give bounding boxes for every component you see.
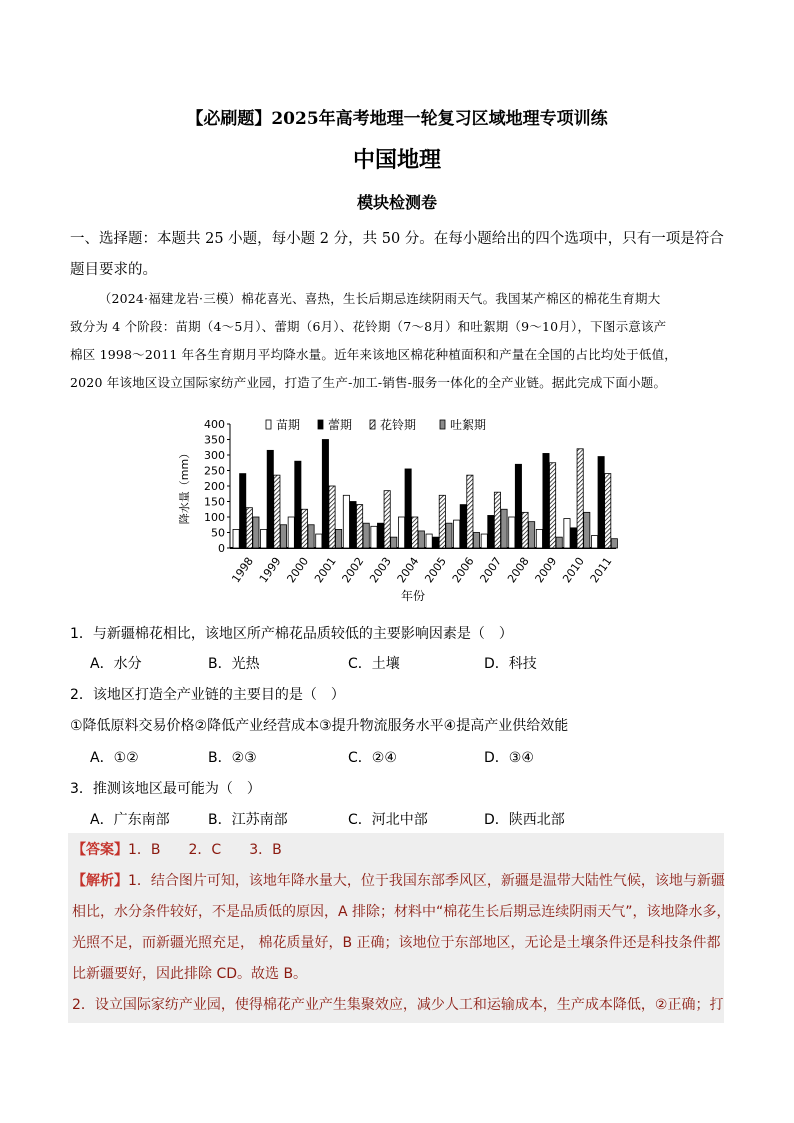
x-tick-label: 2010 [560, 554, 587, 586]
option-a[interactable]: A．广东南部 [90, 812, 170, 828]
bar-1998-花铃期 [246, 508, 252, 548]
legend-label-花铃期: 花铃期 [380, 418, 417, 432]
bar-2001-苗期 [316, 534, 322, 548]
legend-label-蕾期: 蕾期 [328, 418, 353, 432]
x-tick-label: 2002 [339, 554, 367, 586]
x-tick-label: 2006 [449, 554, 477, 586]
bar-2007-吐絮期 [501, 509, 507, 548]
bar-2003-花铃期 [384, 491, 390, 548]
bar-2008-苗期 [509, 517, 515, 548]
bar-2002-吐絮期 [363, 523, 369, 548]
y-tick-label: 350 [204, 433, 225, 447]
bar-2000-蕾期 [295, 461, 301, 548]
option-d[interactable]: D．陕西北部 [484, 812, 565, 828]
bar-1999-吐絮期 [280, 525, 286, 548]
section-intro-line: 题目要求的。 [70, 262, 157, 278]
analysis-label: 【解析】 [72, 873, 128, 889]
passage-line: 棉区 1998～2011 年各生育期月平均降水量。近年来该地区棉花种植面积和产量在全国的占比均处于低值， [70, 347, 677, 362]
bar-2004-苗期 [398, 517, 404, 548]
analysis-text: 1．结合图片可知，该地年降水量大，位于我国东部季风区，新疆是温带大陆性气候，该地与新疆 [128, 873, 725, 889]
answer-line [72, 840, 282, 860]
bar-2008-蕾期 [515, 464, 521, 548]
question-3-stem: 3．推测该地区最可能为（ ） [70, 781, 261, 797]
bar-2008-花铃期 [522, 512, 528, 548]
y-tick-label: 300 [204, 449, 225, 462]
x-tick-label: 2001 [312, 554, 339, 586]
exam-subtitle: 模块检测卷 [356, 193, 437, 212]
x-tick-label: 2007 [477, 554, 505, 586]
bar-2006-花铃期 [467, 475, 473, 548]
bar-2001-吐絮期 [336, 529, 342, 548]
option-a[interactable]: A．①② [90, 750, 139, 766]
section-intro-line: 一、选择题：本题共 25 小题，每小题 2 分，共 50 分。在每小题给出的四个选项中，只有一项是符合 [70, 231, 724, 247]
bar-2006-苗期 [454, 520, 460, 548]
bar-2004-吐絮期 [418, 531, 424, 548]
x-axis-label: 年份 [400, 589, 426, 603]
x-tick-label: 2005 [422, 554, 450, 586]
passage-line: 致分为 4 个阶段：苗期（4～5月）、蕾期（6月）、花铃期（7～8月）和吐絮期（9～10月），下图示意该产 [70, 319, 667, 334]
bar-2000-吐絮期 [308, 525, 314, 548]
document-title: 【必刷题】2025年高考地理一轮复习区域地理专项训练 [186, 109, 608, 129]
x-tick-label: 2004 [394, 554, 422, 586]
analysis-line-5: 2．设立国际家纺产业园，使得棉花产业产生集聚效应，减少人工和运输成本，生产成本降低，②正确；打 [72, 997, 724, 1013]
answer-label: 【答案】 [72, 842, 128, 858]
bar-1998-苗期 [233, 529, 239, 548]
bar-2010-苗期 [564, 519, 570, 548]
bar-2011-吐絮期 [611, 539, 617, 548]
bar-2010-花铃期 [577, 449, 583, 548]
y-tick-label: 100 [204, 511, 225, 524]
y-tick-label: 200 [204, 480, 225, 493]
bar-2007-苗期 [481, 534, 487, 548]
bar-2005-花铃期 [439, 495, 445, 548]
y-tick-label: 150 [204, 495, 225, 509]
question-2-stem: 2．该地区打造全产业链的主要目的是（ ） [70, 687, 345, 703]
bar-2005-蕾期 [433, 537, 439, 548]
y-axis-label: 降水量（mm） [178, 447, 191, 525]
bar-2000-苗期 [288, 517, 294, 548]
bar-2000-花铃期 [301, 509, 307, 548]
x-tick-label: 2009 [532, 554, 560, 586]
x-tick-label: 2003 [367, 554, 394, 586]
analysis-line-2: 相比，水分条件较好，不是品质低的原因，A 排除；材料中“棉花生长后期忌连续阴雨天气”，该地降水多， [72, 904, 731, 920]
subject-title: 中国地理 [352, 148, 441, 173]
legend-label-吐絮期: 吐絮期 [450, 418, 487, 432]
bar-2004-蕾期 [405, 469, 411, 548]
bar-2007-蕾期 [488, 515, 494, 548]
bar-2003-蕾期 [377, 523, 383, 548]
passage-line: （2024·福建龙岩·三模）棉花喜光、喜热，生长后期忌连续阴雨天气。我国某产棉区的棉花生育期大 [98, 291, 661, 306]
y-tick-label: 250 [204, 464, 225, 478]
x-tick-label: 1998 [229, 554, 257, 586]
y-tick-label: 400 [204, 418, 225, 431]
bar-2002-蕾期 [350, 502, 356, 549]
bar-2002-苗期 [343, 495, 349, 548]
bar-2009-蕾期 [543, 453, 549, 548]
y-tick-label: 0 [218, 542, 225, 555]
option-c[interactable]: C．河北中部 [348, 812, 428, 828]
bar-2006-吐絮期 [473, 533, 479, 549]
bar-2004-花铃期 [412, 517, 418, 548]
answer-text: 1．B 2．C 3．B [128, 842, 282, 858]
option-c[interactable]: C．土壤 [348, 656, 400, 672]
option-b[interactable]: B．江苏南部 [208, 812, 288, 828]
x-tick-label: 1999 [256, 554, 284, 586]
bar-1999-苗期 [261, 529, 267, 548]
bar-2001-花铃期 [329, 486, 335, 548]
analysis-line-4: 比新疆要好，因此排除 CD。故选 B。 [72, 966, 308, 982]
option-d[interactable]: D．③④ [484, 750, 534, 766]
question-2-statements: ①降低原料交易价格②降低产业经营成本③提升物流服务水平④提高产业供给效能 [70, 718, 569, 734]
section-intro [70, 224, 730, 286]
reading-passage [70, 285, 730, 397]
bar-2010-吐絮期 [584, 512, 590, 548]
legend-swatch [370, 420, 375, 429]
bar-2011-花铃期 [605, 474, 611, 548]
bar-2010-蕾期 [570, 528, 576, 548]
precipitation-bar-chart [170, 408, 630, 608]
option-b[interactable]: B．②③ [208, 750, 257, 766]
bar-1998-蕾期 [240, 474, 246, 548]
chart-legend [266, 417, 486, 432]
bar-2009-吐絮期 [556, 537, 562, 548]
bar-2005-苗期 [426, 534, 432, 548]
option-d[interactable]: D．科技 [484, 656, 537, 672]
analysis-line-1 [72, 871, 725, 891]
option-a[interactable]: A．水分 [90, 656, 142, 672]
x-tick-label: 2000 [284, 554, 312, 586]
bar-2001-蕾期 [322, 440, 328, 549]
question-1-stem: 1．与新疆棉花相比，该地区所产棉花品质较低的主要影响因素是（ ） [70, 626, 513, 642]
legend-swatch [266, 420, 271, 429]
bar-2011-苗期 [591, 536, 597, 548]
option-c[interactable]: C．②④ [348, 750, 397, 766]
legend-label-苗期: 苗期 [276, 418, 301, 432]
bar-2007-花铃期 [494, 492, 500, 548]
bar-2008-吐絮期 [529, 522, 535, 548]
bar-2003-苗期 [371, 526, 377, 548]
y-tick-label: 50 [211, 526, 225, 540]
analysis-line-3: 光照不足，而新疆光照充足， 棉花质量好，B 正确；该地位于东部地区，无论是土壤条件还是科技条件都 [72, 935, 721, 951]
passage-line: 2020 年该地区设立国际家纺产业园，打造了生产-加工-销售-服务一体化的全产业链。据此完成下面小题。 [70, 375, 667, 390]
bar-2003-吐絮期 [391, 537, 397, 548]
chart-bars [229, 440, 617, 586]
bar-2011-蕾期 [598, 457, 604, 548]
x-tick-label: 2008 [505, 554, 532, 586]
bar-1999-花铃期 [274, 475, 280, 548]
legend-swatch [440, 420, 445, 429]
bar-2002-花铃期 [356, 505, 362, 548]
option-b[interactable]: B．光热 [208, 656, 260, 672]
bar-2009-花铃期 [549, 463, 555, 548]
bar-1999-蕾期 [267, 450, 273, 548]
bar-1998-吐絮期 [253, 517, 259, 548]
bar-2006-蕾期 [460, 505, 466, 548]
bar-2009-苗期 [536, 529, 542, 548]
x-tick-label: 2011 [587, 554, 615, 586]
legend-swatch [318, 420, 323, 429]
bar-2005-吐絮期 [446, 523, 452, 548]
